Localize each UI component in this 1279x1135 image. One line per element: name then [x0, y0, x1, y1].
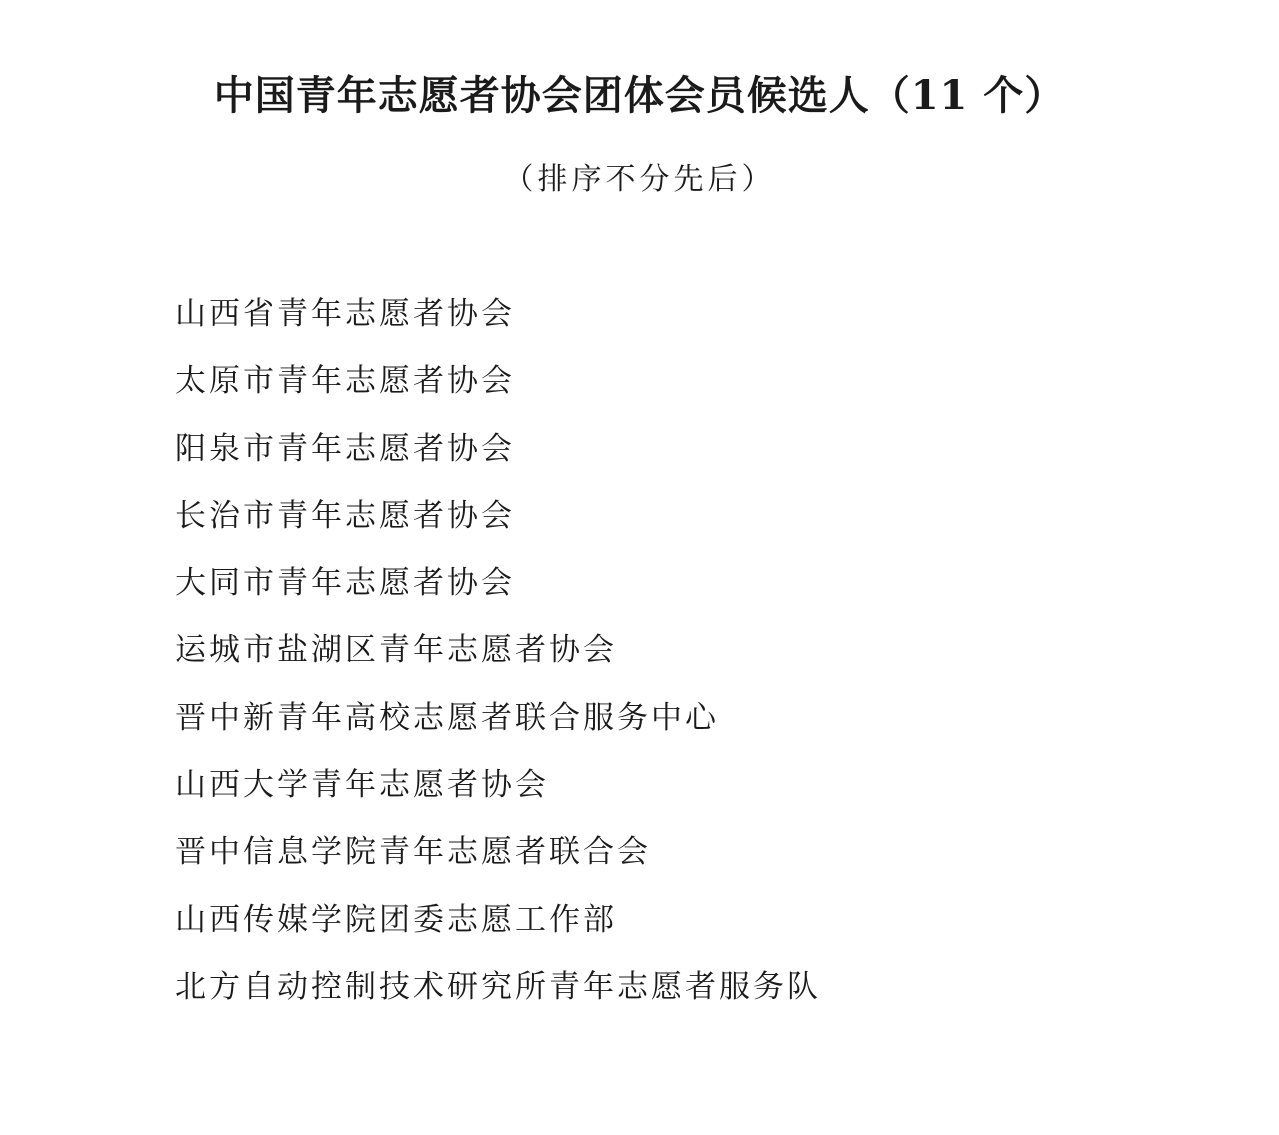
candidate-item: 长治市青年志愿者协会	[175, 497, 515, 534]
candidate-item: 北方自动控制技术研究所青年志愿者服务队	[175, 968, 821, 1005]
candidate-item: 山西传媒学院团委志愿工作部	[175, 901, 617, 938]
document-title: 中国青年志愿者协会团体会员候选人（11 个）	[213, 72, 1066, 119]
candidate-item: 山西大学青年志愿者协会	[175, 767, 549, 804]
candidate-list	[175, 288, 821, 1028]
candidate-item: 晋中新青年高校志愿者联合服务中心	[175, 699, 719, 736]
candidate-item: 山西省青年志愿者协会	[175, 296, 515, 332]
candidate-item: 太原市青年志愿者协会	[175, 363, 515, 400]
document-subtitle: （排序不分先后）	[503, 162, 776, 197]
candidate-item: 晋中信息学院青年志愿者联合会	[175, 834, 651, 871]
candidate-item: 运城市盐湖区青年志愿者协会	[175, 632, 617, 669]
candidate-item: 大同市青年志愿者协会	[175, 565, 515, 602]
candidate-item: 阳泉市青年志愿者协会	[175, 430, 515, 467]
